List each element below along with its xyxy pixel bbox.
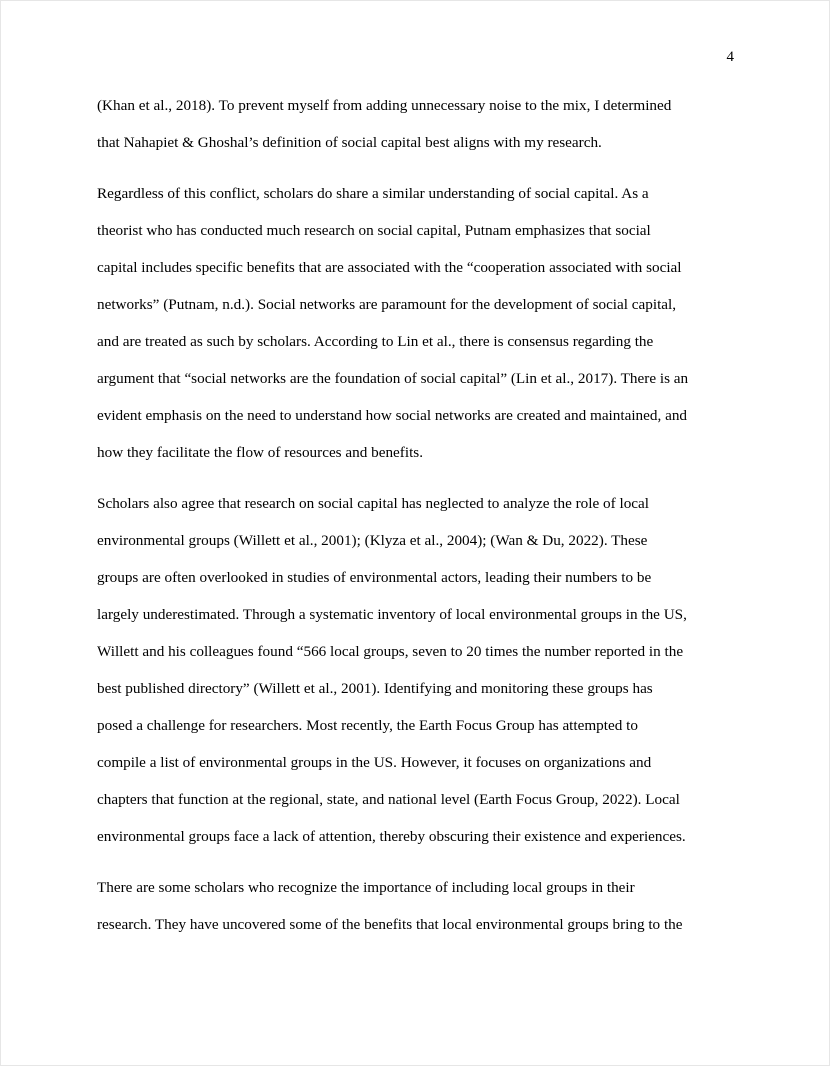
page-number: 4 bbox=[726, 49, 734, 65]
text-line: Regardless of this conflict, scholars do share a similar understanding of social capital. As a bbox=[97, 185, 649, 202]
text-line: evident emphasis on the need to understand how social networks are created and maintained, and bbox=[97, 407, 688, 424]
text-line: that Nahapiet & Ghoshal’s definition of social capital best aligns with my research. bbox=[97, 134, 602, 151]
text-line: posed a challenge for researchers. Most recently, the Earth Focus Group has attempted to bbox=[97, 717, 638, 734]
text-line: Scholars also agree that research on social capital has neglected to analyze the role of local bbox=[97, 495, 649, 512]
text-line: Willett and his colleagues found “566 local groups, seven to 20 times the number reported in the bbox=[97, 643, 684, 660]
text-line: environmental groups (Willett et al., 2001); (Klyza et al., 2004); (Wan & Du, 2022). These bbox=[97, 532, 648, 549]
text-line: research. They have uncovered some of the benefits that local environmental groups bring to the bbox=[97, 916, 683, 933]
paragraph-3 bbox=[97, 491, 737, 861]
text-line: groups are often overlooked in studies of environmental actors, leading their numbers to be bbox=[97, 569, 652, 586]
text-line: capital includes specific benefits that are associated with the “cooperation associated with social bbox=[97, 259, 682, 276]
text-line: (Khan et al., 2018). To prevent myself from adding unnecessary noise to the mix, I determined bbox=[97, 97, 672, 114]
text-line: environmental groups face a lack of attention, thereby obscuring their existence and experiences. bbox=[97, 828, 686, 845]
text-line: and are treated as such by scholars. According to Lin et al., there is consensus regarding the bbox=[97, 333, 654, 350]
text-line: chapters that function at the regional, state, and national level (Earth Focus Group, 2022). Local bbox=[97, 791, 680, 808]
text-line: networks” (Putnam, n.d.). Social networks are paramount for the development of social capital, bbox=[97, 296, 677, 313]
paragraph-4 bbox=[97, 875, 737, 949]
text-line: largely underestimated. Through a systematic inventory of local environmental groups in the US, bbox=[97, 606, 687, 623]
text-line: argument that “social networks are the foundation of social capital” (Lin et al., 2017). There is an bbox=[97, 370, 689, 387]
text-line: theorist who has conducted much research on social capital, Putnam emphasizes that social bbox=[97, 222, 651, 239]
paragraph-1 bbox=[97, 93, 737, 167]
body-text bbox=[97, 93, 737, 963]
text-line: There are some scholars who recognize the importance of including local groups in their bbox=[97, 879, 635, 896]
text-line: how they facilitate the flow of resources and benefits. bbox=[97, 444, 423, 461]
text-line: compile a list of environmental groups in the US. However, it focuses on organizations and bbox=[97, 754, 652, 771]
paragraph-2 bbox=[97, 181, 737, 477]
text-line: best published directory” (Willett et al., 2001). Identifying and monitoring these groups has bbox=[97, 680, 653, 697]
